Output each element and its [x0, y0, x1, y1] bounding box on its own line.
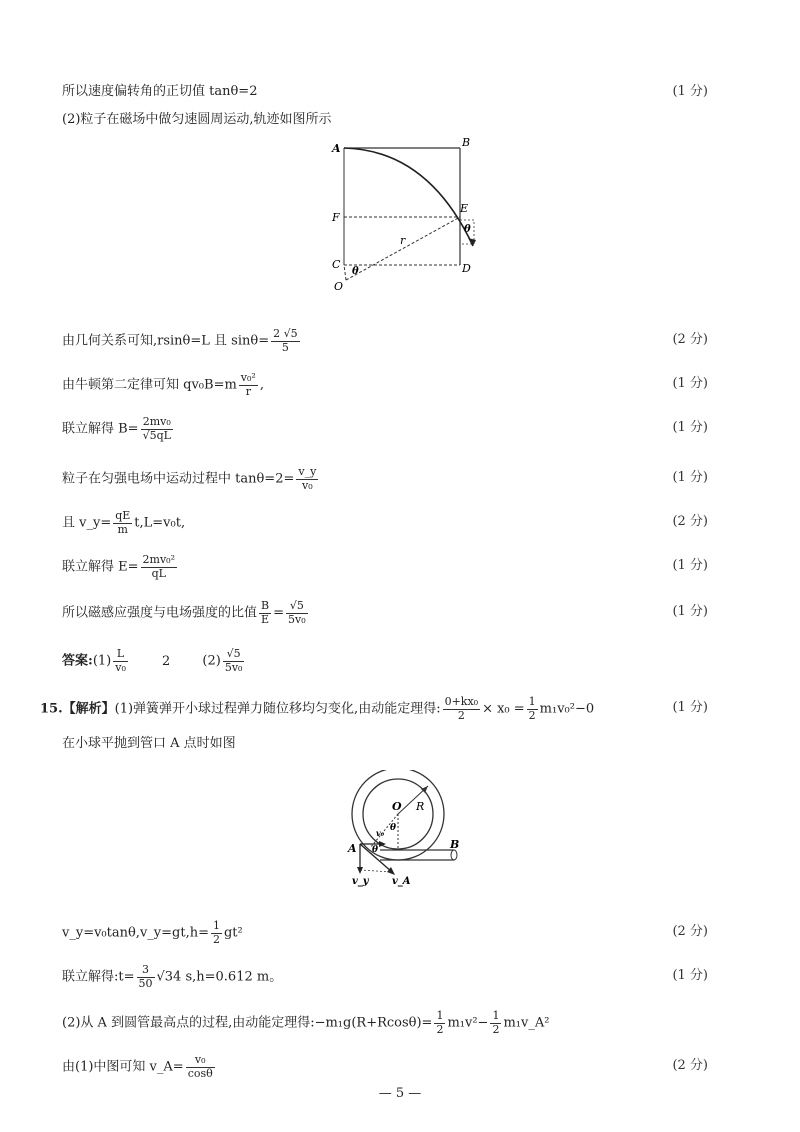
line-6: [62, 466, 760, 492]
line-16: [62, 1054, 760, 1080]
denominator: 5: [281, 340, 289, 354]
label-b: B: [462, 136, 471, 149]
label-f: F: [332, 211, 340, 224]
fraction: [141, 416, 173, 442]
line-11-q15: [40, 696, 760, 722]
line-9: [62, 600, 760, 626]
label-theta-1: θ: [390, 823, 397, 833]
label-e: E: [460, 202, 469, 215]
score: (1 分): [672, 420, 708, 435]
label-vy: v_y: [352, 876, 369, 887]
line-15: [62, 1010, 760, 1036]
line-7-text: 且 v_y=: [62, 515, 112, 531]
line-15-post: m₁v_A²: [503, 1015, 550, 1031]
line-13-text: v_y=v₀tanθ,v_y=gt,h=: [62, 925, 209, 941]
fraction: [527, 696, 538, 722]
answer-label: 答案:: [62, 653, 93, 669]
label-c: C: [332, 258, 341, 271]
answer-value: 2: [162, 653, 171, 669]
line-4-text: 由牛顿第二定律可知 qv₀B=m: [62, 377, 237, 393]
numerator: √5: [286, 600, 308, 614]
denominator: qL: [151, 566, 166, 580]
question-number: 15.: [40, 701, 63, 717]
denominator: 5v₀: [224, 660, 243, 674]
score: (1 分): [672, 558, 708, 573]
numerator: 2mv₀: [141, 416, 173, 430]
equals: =: [273, 605, 285, 621]
fraction: [186, 1054, 215, 1080]
numerator: 2 √5: [273, 327, 298, 340]
denominator: r: [245, 384, 251, 398]
analysis-tag: 【解析】: [62, 701, 115, 717]
fraction: [434, 1010, 445, 1036]
fraction: [141, 554, 177, 580]
line-5: [62, 416, 760, 442]
numerator: v₀: [186, 1054, 215, 1068]
line-2: [62, 108, 760, 127]
label-theta-o: θ: [352, 266, 359, 277]
label-theta-e: θ: [464, 224, 471, 235]
denominator: 50: [138, 976, 153, 990]
label-b: B: [450, 838, 460, 851]
line-9-text: 所以磁感应强度与电场强度的比值: [62, 605, 258, 621]
fraction-b-e: [259, 600, 271, 626]
denominator: √5qL: [142, 428, 171, 442]
line-5-text: 联立解得 B=: [62, 421, 139, 437]
numerator: L: [113, 648, 128, 662]
denominator: 2: [492, 1022, 500, 1036]
line-8-text: 联立解得 E=: [62, 559, 139, 575]
score: (2 分): [672, 332, 708, 347]
score: (1 分): [672, 376, 708, 391]
fraction: [113, 648, 128, 674]
line-15-mid: m₁v²−: [447, 1015, 489, 1031]
denominator: 2: [212, 932, 220, 946]
line-4: [62, 372, 760, 398]
line-13: [62, 920, 760, 946]
line-12-text: 在小球平抛到管口 A 点时如图: [62, 736, 236, 751]
line-10-answer: [62, 648, 760, 674]
label-d: D: [462, 262, 471, 275]
line-16-text: 由(1)中图可知 v_A=: [62, 1059, 184, 1075]
denominator: v₀: [115, 660, 126, 674]
denominator: m: [117, 522, 128, 536]
score: (1 分): [672, 604, 708, 619]
fraction: [211, 920, 222, 946]
line-2-text: (2)粒子在磁场中做匀速圆周运动,轨迹如图所示: [62, 112, 332, 127]
figure-trajectory: [328, 134, 488, 294]
label-theta-2: θ: [372, 845, 379, 855]
line-14-post: √34 s,h=0.612 m。: [156, 969, 283, 985]
line-11-mid: × x₀ =: [482, 701, 525, 717]
numerator: 1: [436, 1009, 444, 1022]
label-o: O: [334, 280, 344, 293]
denominator: v₀: [302, 478, 313, 492]
fraction: [113, 510, 132, 536]
line-7: [62, 510, 760, 536]
numerator: 0+kx₀: [444, 695, 479, 708]
figure-tube: [330, 770, 480, 900]
line-14: [62, 964, 760, 990]
denominator: 2: [457, 708, 465, 722]
fraction: [239, 372, 258, 398]
label-a: A: [332, 142, 341, 155]
numerator: v_y: [298, 465, 317, 478]
line-3: [62, 328, 760, 354]
label-va: v_A: [392, 876, 411, 887]
label-r: R: [416, 800, 425, 813]
line-3-text: 由几何关系可知,rsinθ=L 且 sinθ=: [62, 333, 270, 349]
denominator: 2: [528, 708, 536, 722]
denominator: E: [261, 612, 270, 626]
label-r: r: [400, 234, 406, 247]
fraction: [286, 600, 308, 626]
score: (1 分): [672, 968, 708, 983]
part-1: (1): [92, 653, 112, 669]
line-11-post: m₁v₀²−0: [539, 701, 595, 717]
line-6-text: 粒子在匀强电场中运动过程中 tanθ=2=: [62, 471, 295, 487]
fraction: [137, 964, 155, 990]
fraction: [443, 696, 481, 722]
line-1-text: 所以速度偏转角的正切值 tanθ=2: [62, 84, 258, 99]
line-13-post: gt²: [223, 925, 243, 941]
page-number: — 5 —: [378, 1086, 422, 1101]
label-a: A: [348, 842, 357, 855]
fraction: [223, 648, 245, 674]
fraction: [296, 466, 318, 492]
label-o: O: [392, 800, 402, 813]
line-4-post: ,: [259, 377, 264, 393]
numerator: 2mv₀²: [142, 553, 175, 566]
score: (2 分): [672, 514, 708, 529]
denominator: cosθ: [187, 1066, 213, 1080]
denominator: 5v₀: [288, 612, 306, 626]
numerator: 1: [528, 695, 536, 708]
numerator: v₀²: [240, 371, 256, 384]
numerator: qE: [115, 509, 131, 522]
fraction: [490, 1010, 501, 1036]
part-2: (2): [202, 653, 221, 669]
numerator: 1: [212, 919, 220, 932]
score: (1 分): [672, 470, 708, 485]
fraction: [271, 328, 300, 354]
label-v0: v₀: [376, 828, 385, 838]
numerator: B: [261, 599, 270, 612]
score: (2 分): [672, 1058, 708, 1073]
denominator: 2: [436, 1022, 444, 1036]
score: (1 分): [672, 84, 708, 99]
line-14-text: 联立解得:t=: [62, 969, 135, 985]
numerator: √5: [223, 648, 245, 662]
line-15-text: (2)从 A 到圆管最高点的过程,由动能定理得:−m₁g(R+Rcosθ)=: [62, 1015, 433, 1031]
score: (1 分): [672, 700, 708, 715]
line-8: [62, 554, 760, 580]
line-12: [62, 732, 760, 751]
numerator: 3: [137, 964, 155, 978]
line-11-text: (1)弹簧弹开小球过程弹力随位移均匀变化,由动能定理得:: [114, 701, 441, 717]
line-1: [62, 80, 760, 99]
score: (2 分): [672, 924, 708, 939]
line-7-post: t,L=v₀t,: [134, 515, 186, 531]
numerator: 1: [492, 1009, 500, 1022]
